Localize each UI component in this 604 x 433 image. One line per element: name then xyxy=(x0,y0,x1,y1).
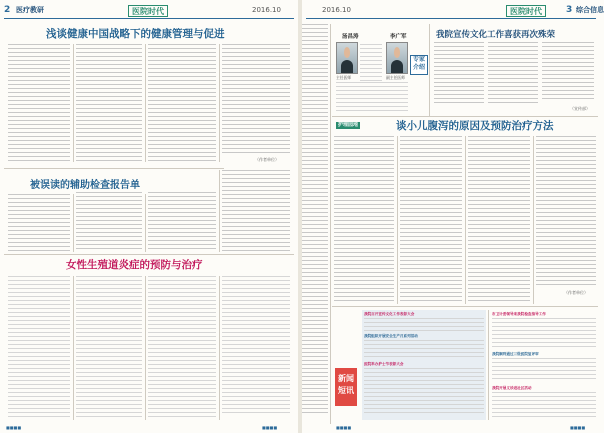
article-text xyxy=(222,276,290,416)
article-text xyxy=(434,42,484,106)
author-signature: （作者单位） xyxy=(564,290,588,295)
column-rule xyxy=(73,276,74,420)
column-rule xyxy=(488,310,489,420)
masthead: 医院时代 xyxy=(128,5,168,17)
article-text xyxy=(488,42,538,106)
left-page xyxy=(0,0,298,433)
article-text xyxy=(76,44,142,162)
expert-photo xyxy=(336,42,358,74)
issue-date: 2016.10 xyxy=(252,6,281,14)
article-text xyxy=(400,136,462,304)
footer-tag: ■■■■ xyxy=(262,425,278,430)
article-text xyxy=(8,194,70,252)
article-text xyxy=(8,276,70,420)
headline-top: 我院宣传文化工作喜获再次殊荣 xyxy=(436,30,556,40)
section-badge: 护理园地 xyxy=(338,122,359,128)
headline-main: 谈小儿腹泻的原因及预防治疗方法 xyxy=(396,120,554,132)
article-rule xyxy=(332,306,598,307)
issue-date: 2016.10 xyxy=(322,6,351,14)
article-text xyxy=(468,136,530,304)
news-item-text xyxy=(364,368,484,416)
news-item-title: 我院召开宣传文化工作表彰大会 xyxy=(364,312,415,316)
article-rule xyxy=(4,254,294,255)
article-text xyxy=(148,192,216,250)
news-brief-label: 短讯 xyxy=(338,385,354,395)
masthead: 医院时代 xyxy=(506,5,546,17)
news-item-text xyxy=(364,318,484,332)
column-rule xyxy=(533,136,534,304)
column-rule xyxy=(145,44,146,162)
column-rule xyxy=(73,44,74,162)
article-text xyxy=(536,136,596,286)
footer-tag: ■■■■ xyxy=(336,425,352,430)
column-rule xyxy=(145,276,146,420)
section-title: 综合信息 xyxy=(576,6,604,14)
article-text xyxy=(8,44,70,162)
page-number: 3 xyxy=(566,5,573,15)
column-rule xyxy=(465,136,466,304)
page-number: 2 xyxy=(4,5,11,15)
column-rule xyxy=(330,24,331,424)
column-rule xyxy=(219,170,220,252)
column-rule xyxy=(219,44,220,162)
footer-tag: ■■■■ xyxy=(6,425,22,430)
column-rule xyxy=(397,136,398,304)
headline-third: 女性生殖道炎症的预防与治疗 xyxy=(66,259,203,271)
article-text xyxy=(148,44,216,164)
expert-title: 副主任医师 xyxy=(386,75,405,80)
right-page-header xyxy=(306,4,604,19)
left-page-header xyxy=(4,4,294,19)
column-rule xyxy=(429,24,430,116)
headline-second: 被误读的辅助检查报告单 xyxy=(30,180,140,191)
expert-photo xyxy=(386,42,408,74)
column-rule xyxy=(219,276,220,420)
news-item-title: 我院开展义诊进社区活动 xyxy=(492,386,532,390)
section-title: 医疗教研 xyxy=(16,6,44,14)
article-text xyxy=(222,170,290,252)
footer-tag: ■■■■ xyxy=(570,425,586,430)
author-signature: （作者单位） xyxy=(255,157,279,162)
article-text xyxy=(76,192,142,252)
expert-bio xyxy=(360,44,382,84)
column-rule xyxy=(73,194,74,252)
expert-name: 汤昌涛 xyxy=(342,34,359,40)
article-rule xyxy=(332,116,598,117)
article-text xyxy=(148,276,216,420)
expert-title: 主任医师 xyxy=(336,75,352,80)
news-item-title: 我院顺利通过三级医院复评审 xyxy=(492,352,539,356)
column-rule xyxy=(145,194,146,252)
article-text xyxy=(76,276,142,420)
news-item-title: 市卫计委领导来我院检查指导工作 xyxy=(492,312,546,316)
article-text xyxy=(222,44,290,156)
article-text xyxy=(334,136,394,304)
article-text xyxy=(542,42,594,102)
article-rule xyxy=(4,168,224,169)
article-text xyxy=(302,24,328,416)
news-item-text xyxy=(492,318,596,348)
news-item-title: 我院组织开展安全生产月系列活动 xyxy=(364,334,418,338)
right-page xyxy=(302,0,604,433)
news-item-text xyxy=(492,392,596,418)
news-item-text xyxy=(492,358,596,382)
expert-name: 李广军 xyxy=(390,34,407,40)
headline-main: 浅谈健康中国战略下的健康管理与促进 xyxy=(46,28,225,40)
expert-intro-label: 专家介绍 xyxy=(410,55,428,75)
author-signature: （宣传部） xyxy=(570,106,590,111)
news-brief-box xyxy=(335,368,357,406)
expert-bio xyxy=(336,82,408,114)
news-item-title: 医院举办护士节表彰大会 xyxy=(364,362,404,366)
news-item-text xyxy=(364,340,484,360)
news-brief-label: 新闻 xyxy=(338,373,354,383)
